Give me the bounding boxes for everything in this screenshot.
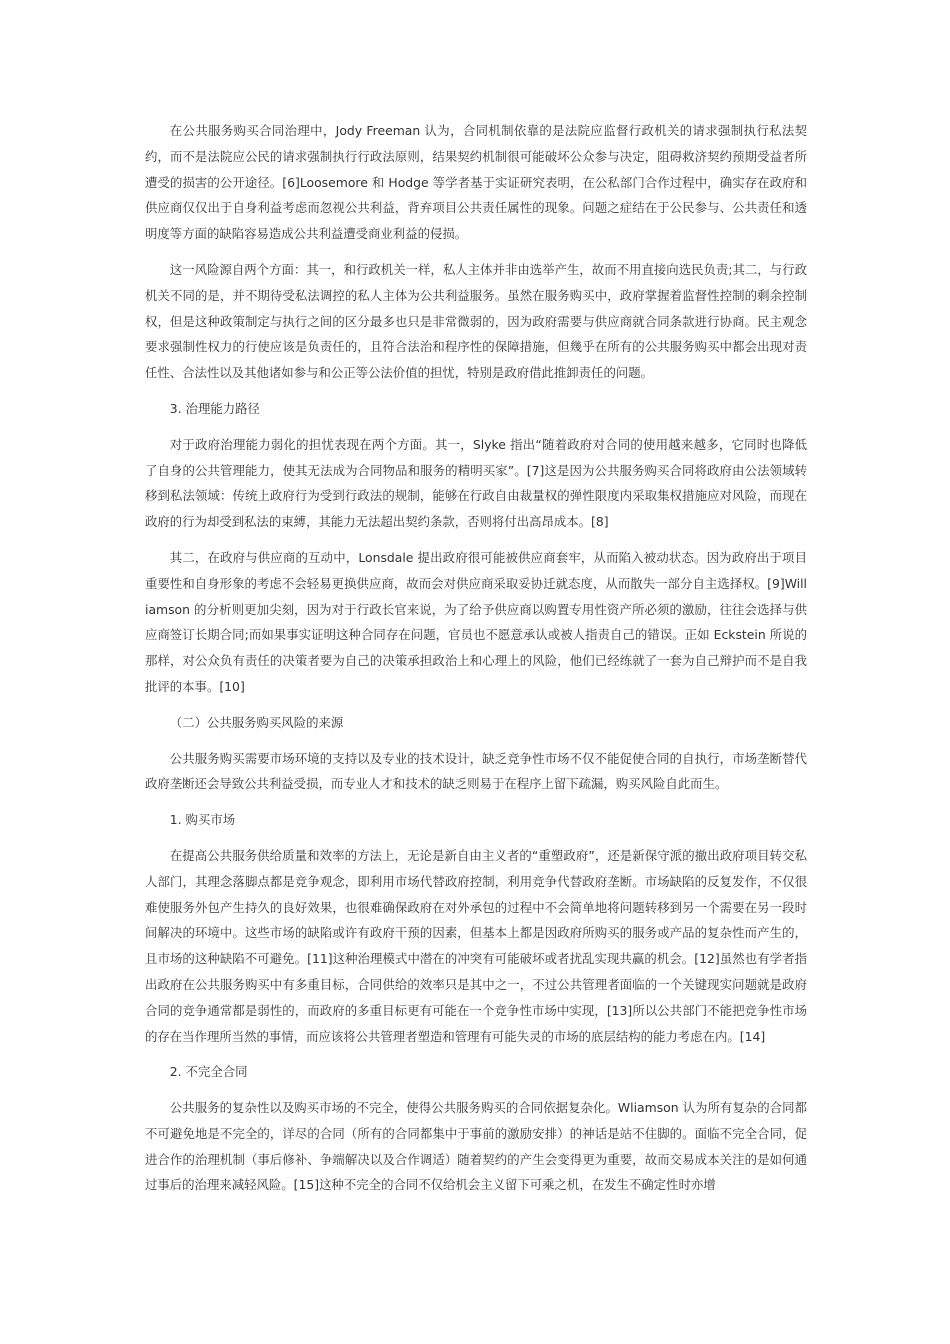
paragraph-slyke: 对于政府治理能力弱化的担忧表现在两个方面。其一，Slyke 指出“随着政府对合同的使用越来越多，它同时也降低了自身的公共管理能力，使其无法成为合同物品和服务的精明买家”。[7]这是因为公共服务购买合同将政府由公法领域转移到私法领域：传统上政府行为受到行政法的规制，能够在行政自由裁量权的弹性限度内采取集权措施应对风险，而现在政府的行为却受到私法的束縛，其能力无法超出契约条款，否则将付出高昂成本。[8]: [145, 436, 807, 530]
document-page: [145, 118, 807, 1208]
paragraph-market-environment: 公共服务购买需要市场环境的支持以及专业的技术设计，缺乏竞争性市场不仅不能促使合同的自执行，市场垄断替代政府垄断还会导致公共利益受损，而专业人才和技术的缺乏则易于在程序上留下疏漏，购买风险自此而生。: [145, 750, 807, 792]
paragraph-lonsdale-williamson: 其二，在政府与供应商的互动中，Lonsdale 提出政府很可能被供应商套牢，从而陷入被动状态。因为政府出于项目重要性和自身形象的考虑不会轻易更换供应商，故而会对供应商采取妥协迁就态度，从而散失一部分自主选择权。[9]Williamson 的分析则更加尖刻，因为对于行政长官来说，为了给予供应商以购置专用性资产所必须的激励，往往会选择与供应商签订长期合同;而如果事实证明这种合同存在问题，官员也不愿意承认或被人指责自己的错误。正如 Eckstein 所说的那样，对公众负有责任的决策者要为自己的决策承担政治上和心理上的风险，他们已经练就了一套为自己辩护而不是自我批评的本事。[10]: [145, 549, 807, 694]
paragraph-jody-freeman: 在公共服务购买合同治理中，Jody Freeman 认为，合同机制依靠的是法院应监督行政机关的请求强制执行私法契约，而不是法院应公民的请求强制执行行政法原则，结果契约机制很可能破坏公众参与决定，阻碍救济契约预期受益者所遭受的损害的公开途径。[6]Loosemore 和 Hodge 等学者基于实证研究表明，在公私部门合作过程中，确实存在政府和供应商仅仅出于自身利益考虑而忽视公共利益，背弃项目公共责任属性的现象。问题之症结在于公民参与、公共责任和透明度等方面的缺陷容易造成公共利益遭受商业利益的侵损。: [145, 123, 807, 242]
paragraph-risk-sources: 这一风险源自两个方面：其一，和行政机关一样，私人主体并非由选举产生，故而不用直接向选民负责;其二，与行政机关不同的是，并不期待受私法调控的私人主体为公共利益服务。虽然在服务购买中，政府掌握着监督性控制的剩余控制权，但是这种政策制定与执行之间的区分最多也只是非常微弱的，因为政府需要与供应商就合同条款进行协商。民主观念要求强制性权力的行使应该是负责任的，且符合法治和程序性的保障措施，但幾乎在所有的公共服务购买中都会出现对责任性、合法性以及其他诸如参与和公正等公法价值的担忧，特别是政府借此推卸责任的问题。: [145, 261, 807, 381]
paragraph-reinventing-government: 在提高公共服务供给质量和效率的方法上，无论是新自由主义者的“重塑政府”，还是新保守派的撤出政府项目转交私人部门，其理念落脚点都是竞争观念，即利用市场代替政府控制，利用竞争代替政府垄断。市场缺陷的反复发作，不仅很难使服务外包产生持久的良好效果，也很难确保政府在对外承包的过程中不会简单地将问题转移到另一个需要在另一段时间解决的环境中。这些市场的缺陷或许有政府干预的因素，但基本上都是因政府所购买的服务或产品的复杂性而产生的，且市场的这种缺陷不可避免。[11]这种治理模式中潜在的冲突有可能破坏或者扰乱实现共赢的机会。[12]虽然也有学者指出政府在公共服务购买中有多重目标，合同供给的效率只是其中之一，不过公共管理者面临的一个关键现实问题就是政府合同的竞争通常都是弱性的，而政府的多重目标更有可能在一个竞争性市场中实现，[13]所以公共部门不能把竞争性市场的存在当作理所当然的事情，而应该将公共管理者塑造和管理有可能失灵的市场的底层结构的能力考虑在内。[14]: [145, 847, 807, 1044]
paragraph-williamson-contracts: 公共服务的复杂性以及购买市场的不完全，使得公共服务购买的合同依据复杂化。Wliamson 认为所有复杂的合同都不可避免地是不完全的，详尽的合同（所有的合同都集中于事前的激励安排）的神话是站不住脚的。面临不完全合同，促进合作的治理机制（事后修补、争端解决以及合作调适）随着契约的产生会变得更为重要，故而交易成本关注的是如何通过事后的治理来减轻风险。[15]这种不完全的合同不仅给机会主义留下可乘之机，在发生不确定性时亦增: [145, 1100, 807, 1193]
heading-risk-origin: （二）公共服务购买风险的来源: [169, 714, 344, 730]
heading-purchase-market: 1. 购买市场: [169, 812, 236, 828]
heading-incomplete-contract: 2. 不完全合同: [169, 1064, 248, 1080]
heading-governance-capacity: 3. 治理能力路径: [169, 400, 260, 416]
